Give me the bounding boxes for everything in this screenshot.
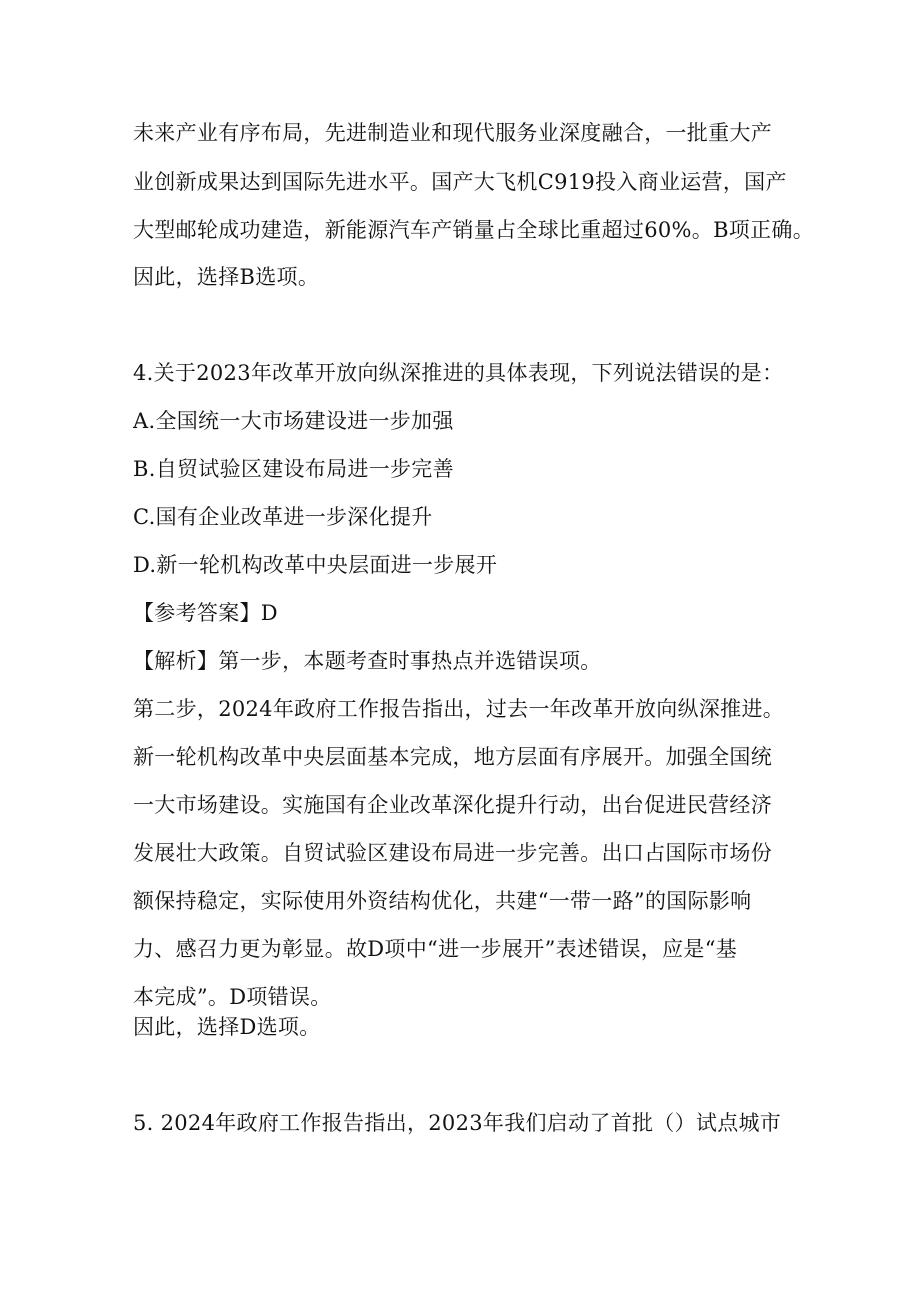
question-4-analysis-line-7: 本完成”。D项错误。 — [133, 985, 332, 1009]
prev-answer-line-3: 大型邮轮成功建造，新能源汽车产销量占全球比重超过60%。B项正确。 — [133, 218, 815, 242]
prev-answer-conclusion: 因此，选择B选项。 — [133, 265, 320, 289]
question-4-option-d: D.新一轮机构改革中央层面进一步展开 — [133, 553, 498, 577]
prev-answer-line-2: 业创新成果达到国际先进水平。国产大飞机C919投入商业运营，国产 — [133, 170, 787, 194]
question-4-conclusion: 因此，选择D选项。 — [133, 1015, 321, 1039]
question-4-option-a: A.全国统一大市场建设进一步加强 — [133, 409, 454, 433]
question-4-analysis-line-1: 第二步，2024年政府工作报告指出，过去一年改革开放向纵深推进。 — [133, 697, 785, 721]
question-4-stem: 4.关于2023年改革开放向纵深推进的具体表现，下列说法错误的是： — [133, 361, 784, 385]
question-5-stem: 5. 2024年政府工作报告指出，2023年我们启动了首批（）试点城市 — [133, 1111, 782, 1135]
question-4-analysis-line-2: 新一轮机构改革中央层面基本完成，地方层面有序展开。加强全国统 — [133, 745, 772, 769]
question-4-analysis-line-4: 发展壮大政策。自贸试验区建设布局进一步完善。出口占国际市场份 — [133, 841, 772, 865]
question-4-option-b: B.自贸试验区建设布局进一步完善 — [133, 457, 454, 481]
prev-answer-line-1: 未来产业有序布局，先进制造业和现代服务业深度融合，一批重大产 — [133, 121, 772, 145]
question-4-answer: 【参考答案】D — [133, 601, 278, 625]
question-4-analysis-line-3: 一大市场建设。实施国有企业改革深化提升行动，出台促进民营经济 — [133, 793, 772, 817]
question-4-analysis-line-6: 力、感召力更为彰显。故D项中“进一步展开”表述错误，应是“基 — [133, 937, 738, 961]
question-4-analysis-intro: 【解析】第一步，本题考查时事热点并选错误项。 — [133, 649, 602, 673]
question-4-analysis-line-5: 额保持稳定，实际使用外资结构优化，共建“一带一路”的国际影响 — [133, 889, 752, 913]
question-4-option-c: C.国有企业改革进一步深化提升 — [133, 505, 433, 529]
